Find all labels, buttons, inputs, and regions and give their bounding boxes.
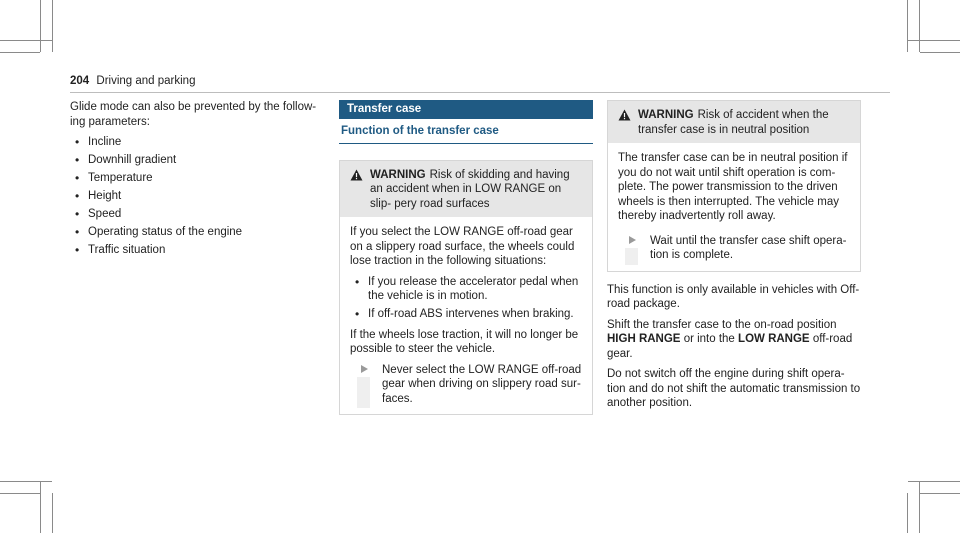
warning-triangle-icon	[350, 168, 370, 212]
warning-box	[339, 160, 593, 416]
crop-mark	[40, 0, 41, 52]
crop-mark	[52, 493, 53, 533]
warning-box	[607, 100, 861, 272]
warning-triangle-icon	[618, 108, 638, 137]
action-stripe	[625, 248, 638, 265]
warning-title-text: Risk of accident when the transfer case is in neutral position	[638, 109, 829, 136]
list-item: • Downhill gradient	[70, 153, 324, 168]
paragraph-text: Shift the transfer case to the on-road position	[607, 318, 837, 331]
warning-title	[638, 108, 850, 137]
header-divider	[70, 92, 890, 93]
column-middle	[339, 100, 593, 415]
warning-header	[340, 161, 592, 218]
list-item: • Height	[70, 189, 324, 204]
crop-mark	[907, 0, 908, 52]
action-arrow-icon	[361, 365, 368, 373]
paragraph-text: off-road gear.	[607, 333, 853, 360]
section-title: Transfer case	[339, 100, 593, 119]
crop-mark	[920, 52, 960, 53]
page-header	[70, 74, 195, 89]
list-item: • Traffic situation	[70, 243, 324, 258]
warning-paragraph: If you select the LOW RANGE off-road gear on a slippery road surface, the wheels could lose traction in the following situations:	[350, 226, 575, 267]
action-text: Wait until the transfer case shift opera- tion is complete.	[650, 234, 847, 261]
warning-label: WARNING	[370, 168, 426, 181]
list-item: • Speed	[70, 207, 324, 222]
warning-paragraph: If the wheels lose traction, it will no longer be possible to steer the vehicle.	[350, 328, 579, 355]
action-step	[350, 363, 582, 407]
warning-title-text: Risk of skidding and having an accident when in LOW RANGE on slip- pery road surfaces	[370, 168, 570, 210]
crop-mark	[0, 40, 52, 41]
high-range-label: HIGH RANGE	[607, 333, 681, 345]
intro-paragraph: Glide mode can also be prevented by the follow- ing parameters:	[70, 101, 317, 128]
subheading: Function of the transfer case	[339, 124, 593, 144]
list-item: • Incline	[70, 135, 324, 150]
warning-body	[340, 217, 592, 414]
list-item: • Operating status of the engine	[70, 225, 324, 240]
action-step	[618, 234, 850, 263]
page-section-title: Driving and parking	[96, 75, 196, 87]
crop-mark	[919, 481, 920, 533]
warning-body	[608, 143, 860, 271]
warning-list	[350, 275, 582, 322]
function-description	[607, 283, 861, 411]
crop-mark	[40, 481, 41, 533]
warning-header	[608, 101, 860, 143]
crop-mark	[920, 493, 960, 494]
crop-mark	[907, 493, 908, 533]
list-item: • Temperature	[70, 171, 324, 186]
crop-mark	[0, 52, 40, 53]
crop-mark	[0, 481, 52, 482]
action-text: Never select the LOW RANGE off-road gear when driving on slippery road sur- faces.	[382, 363, 582, 405]
warning-paragraph: The transfer case can be in neutral position if you do not wait until shift operation is com- plete. The power transmission to the driven wheels is then interrupted. The vehicle may thereby inadvertently roll away.	[618, 152, 848, 222]
crop-mark	[0, 493, 40, 494]
warning-label: WARNING	[638, 109, 694, 121]
crop-mark	[908, 481, 960, 482]
parameter-list	[70, 135, 324, 258]
paragraph-text: or into the	[683, 333, 735, 345]
paragraph: This function is only available in vehicles with Off-road package.	[607, 283, 860, 310]
list-item: • If you release the accelerator pedal when the vehicle is in motion.	[350, 275, 582, 304]
action-arrow-icon	[629, 236, 636, 244]
crop-mark	[919, 0, 920, 52]
low-range-label: LOW RANGE	[738, 333, 810, 345]
column-right	[607, 100, 861, 417]
crop-mark	[908, 40, 960, 41]
crop-mark	[52, 0, 53, 52]
column-left	[70, 100, 324, 264]
paragraph: Do not switch off the engine during shift opera- tion and do not shift the automatic transmission to another position.	[607, 368, 861, 409]
page-number: 204	[70, 75, 90, 87]
list-item: • If off-road ABS intervenes when braking.	[350, 307, 582, 322]
warning-title	[370, 168, 582, 212]
action-stripe	[357, 377, 370, 409]
paragraph	[607, 318, 861, 362]
